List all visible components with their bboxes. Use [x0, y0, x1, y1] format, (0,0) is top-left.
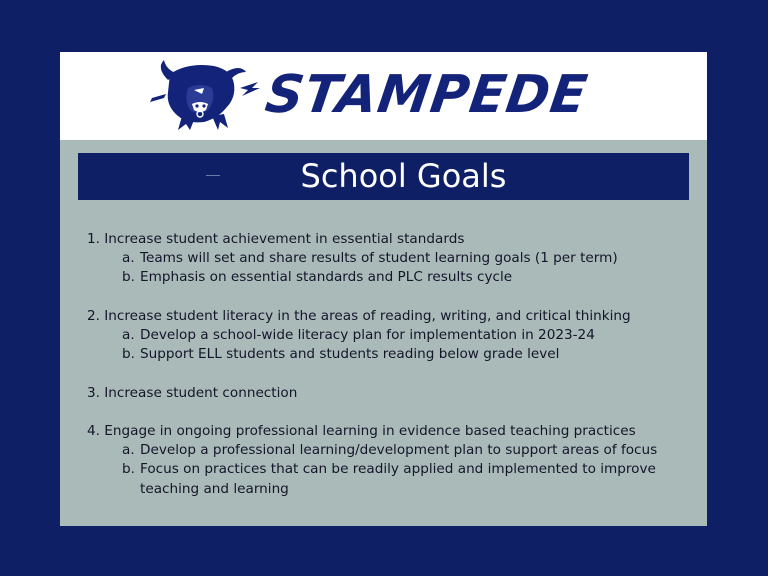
page-title: School Goals: [300, 157, 507, 195]
goal-item: [87, 422, 699, 499]
goal-subitem: [87, 441, 699, 460]
goal-subitem: [87, 326, 699, 345]
goal-subitem: [87, 345, 699, 364]
bison-mascot-logo: [148, 58, 260, 132]
subitem-text: Focus on practices that can be readily applied and implemented to improve teaching and learning: [140, 461, 656, 497]
stampede-wordmark: STAMPEDE: [261, 65, 592, 125]
goal-item: [87, 384, 699, 403]
subitem-text: Emphasis on essential standards and PLC results cycle: [140, 269, 513, 286]
subitem-text: Teams will set and share results of student learning goals (1 per term): [140, 250, 618, 267]
goal-label: 1. Increase student achievement in essential standards: [87, 231, 465, 247]
subitem-text: Support ELL students and students reading below grade level: [140, 346, 560, 363]
subitem-letter: b.: [122, 346, 135, 363]
subitem-letter: a.: [122, 327, 135, 343]
subitem-letter: b.: [122, 461, 135, 478]
subitem-text: Develop a professional learning/development plan to support areas of focus: [140, 442, 658, 459]
goals-card: [60, 52, 707, 526]
goal-subitem: [87, 249, 699, 268]
subitem-letter: a.: [122, 442, 135, 459]
logo-banner: [60, 52, 707, 140]
subitem-letter: a.: [122, 250, 135, 267]
goal-subitem: [87, 460, 699, 498]
goal-item: [87, 230, 699, 288]
goals-list: [87, 230, 699, 499]
subitem-text: Develop a school-wide literacy plan for implementation in 2023-24: [140, 327, 595, 343]
goal-item: [87, 307, 699, 365]
subitem-letter: b.: [122, 269, 135, 286]
goal-label: 4. Engage in ongoing professional learning in evidence based teaching practices: [87, 422, 636, 439]
goal-subitem: [87, 268, 699, 287]
goal-label: 2. Increase student literacy in the areas of reading, writing, and critical thinking: [87, 307, 631, 324]
goal-label: 3. Increase student connection: [87, 384, 298, 401]
title-bar: [78, 153, 689, 200]
